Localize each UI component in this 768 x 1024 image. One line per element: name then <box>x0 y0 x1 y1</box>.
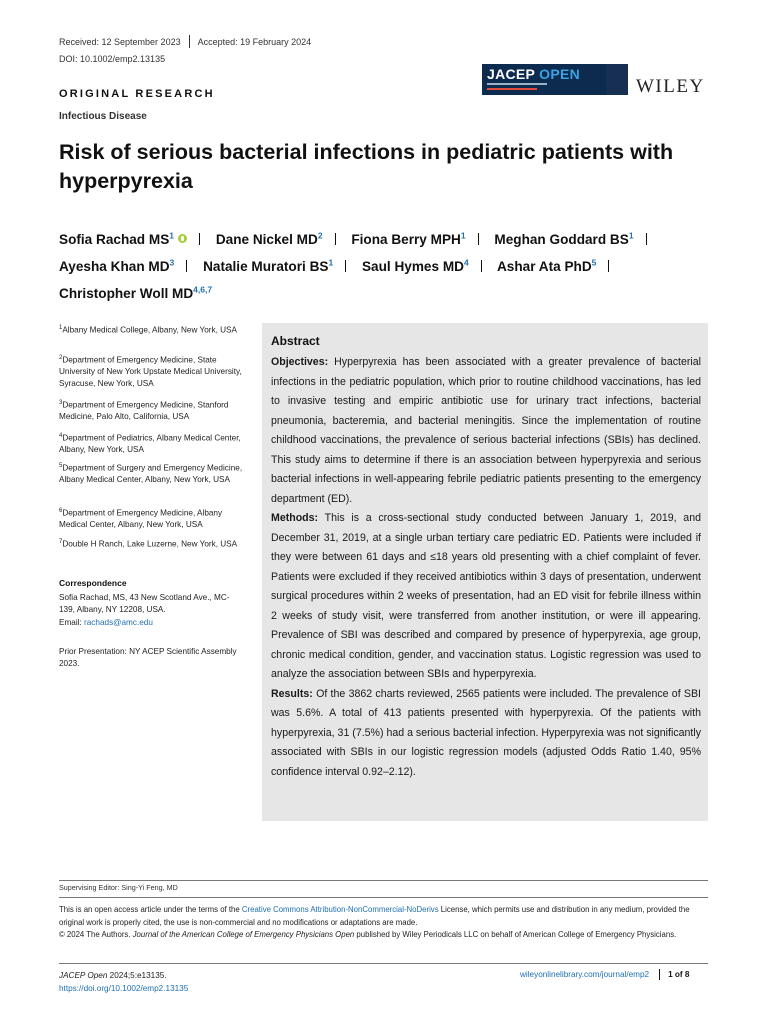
doi-link[interactable]: https://doi.org/10.1002/emp2.13135 <box>59 984 189 993</box>
correspondence-text: Sofia Rachad, MS, 43 New Scotland Ave., MC-139, Albany, NY 12208, USA. Email: rachads@amc.edu <box>59 593 230 627</box>
email-link[interactable]: rachads@amc.edu <box>84 617 153 627</box>
author[interactable]: Natalie Muratori $BS^1$ <box>203 257 334 274</box>
page-number: 1 of 8 <box>668 970 690 979</box>
affiliation: $^3$Department of Emergency Medicine, Stanford Medicine, Palo Alto, California, USA <box>59 400 229 422</box>
prior-presentation: Prior Presentation: NY ACEP Scientific Assembly 2023. <box>59 647 237 669</box>
received-date: Received: 12 September 2023 <box>59 36 181 47</box>
license-link[interactable]: Creative Commons Attribution-NonCommercial-NoDerivs <box>241 905 439 914</box>
author[interactable]: Christopher Woll MD$^{4,6,7}$ <box>59 284 213 301</box>
author-list <box>59 224 719 305</box>
author[interactable]: Meghan Goddard $BS^1$ <box>494 230 634 247</box>
results-text: Of the 3862 charts reviewed, 2565 patients were included. The prevalence of SBI was 5.6%. A total of 413 patients presented with hyperpyrexia. Of the patients with hyperpyrexia, 31 (7.5%) had a serious bacterial infection. Hyperpyrexia was not significantly associated with SBIs in our logistic regression models (adjusted Odds Ratio 1.40, 95% confidence interval 0.92–2.12). <box>271 687 701 778</box>
correspondence-heading: Correspondence <box>59 578 127 588</box>
license-text: This is an open access article under the terms of the Creative Commons Attribution-NonCommercial-NoDerivs License, which permits use and distribution in any medium, provided the original work is properly cited, the use is non-commercial and no modifications or adaptations are made. © 2024 The Authors. Journal of the American College of Emergency Physicians Open published by Wiley Periodicals LLC on behalf of American College of Emergency Physicians. <box>59 905 690 939</box>
author[interactable]: Saul Hymes $MD^4$ <box>361 257 469 274</box>
affiliation: $^6$Department of Emergency Medicine, Albany Medical Center, Albany, New York, USA <box>59 508 223 530</box>
author[interactable]: Ashar Ata PhD$^5$ <box>496 257 597 274</box>
date-divider <box>189 35 190 48</box>
author[interactable]: Ayesha Khan $MD^3$ <box>59 257 175 274</box>
jacep-logo-suffix: OPEN <box>539 66 581 82</box>
divider <box>59 897 708 898</box>
divider <box>59 963 708 964</box>
doi-label: DOI: 10.1002/emp2.13135 <box>59 54 166 64</box>
affiliation: $^5$Department of Surgery and Emergency Medicine, Albany Medical Center, Albany, New York, USA <box>59 463 243 485</box>
author[interactable]: Fiona Berry MPH$^1$ <box>351 230 466 247</box>
article-title: Risk of serious bacterial infections in pediatric patients with hyperpyrexia <box>59 140 674 193</box>
abstract-heading: Abstract <box>271 334 320 348</box>
supervising-editor: Supervising Editor: Sing-Yi Feng, MD <box>59 883 178 892</box>
abstract-box <box>262 323 708 821</box>
journal-site-link[interactable]: wileyonlinelibrary.com/journal/emp2 <box>520 970 650 979</box>
citation: JACEP Open 2024;5:e13135. https://doi.org/10.1002/emp2.13135 <box>59 971 189 993</box>
objectives-text: Hyperpyrexia has been associated with a greater prevalence of bacterial infections in the pediatric population, which prior to routine childhood vaccinations, has led to invasive testing and empiric antibiotic use for urinary tract infections, bacterial pneumonia, bacteremia, and bacterial meningitis. Since the implementation of routine childhood vaccinations, the prevalence of serious bacterial infections (SBIs) has declined. This study aims to determine if there is an association between hyperpyrexia and serious bacterial infections in well-appearing febrile pediatric patients presenting to the emergency department (ED). <box>271 356 701 505</box>
accepted-date: Accepted: 19 February 2024 <box>197 36 312 47</box>
results-label: Results: <box>271 687 313 700</box>
methods-label: Methods: <box>271 512 319 524</box>
article-subsection: Infectious Disease <box>59 111 147 122</box>
divider <box>59 880 708 881</box>
author[interactable]: Sofia Rachad $MS^1$ <box>59 232 187 247</box>
page-footer-right <box>520 969 689 980</box>
article-section: ORIGINAL RESEARCH <box>59 88 215 100</box>
affiliation: $^2$Department of Emergency Medicine, State University of New York Upstate Medical University, Syracuse, New York, USA <box>59 355 242 388</box>
jacep-open-logo <box>482 64 628 95</box>
author[interactable]: Dane Nickel $MD^2$ <box>215 230 323 247</box>
affiliation: $^1$Albany Medical College, Albany, New York, USA <box>59 325 237 335</box>
article-dates <box>59 35 311 48</box>
jacep-logo-prefix: JACEP <box>487 66 535 82</box>
objectives-label: Objectives: <box>271 356 329 368</box>
affiliation: $^7$Double H Ranch, Lake Luzerne, New York, USA <box>59 539 238 549</box>
affiliation: $^4$Department of Pediatrics, Albany Medical Center, Albany, New York, USA <box>59 433 241 455</box>
methods-text: This is a cross-sectional study conducted between January 1, 2019, and December 31, 2019, at a single urban tertiary care pediatric ED. Patients were included if they were between 61 days and ≤18 years old presenting with a chief complaint of fever. Patients were excluded if they received antibiotics within 3 days of presentation, underwent surgical procedures within 2 weeks of presentation, had an ED visit for febrile illness within 2 weeks of study visit, were transferred from another institution, or were ill appearing. Prevalence of SBI was described and compared by presence of hyperpyrexia, age group, chronic medical condition, gender, and vaccination status. Logistic regression was used to analyze the association between SBIs and hyperpyrexia. <box>271 512 701 680</box>
orcid-icon[interactable] <box>178 234 187 243</box>
wiley-logo: WILEY <box>636 76 705 97</box>
abstract-body <box>271 353 701 782</box>
